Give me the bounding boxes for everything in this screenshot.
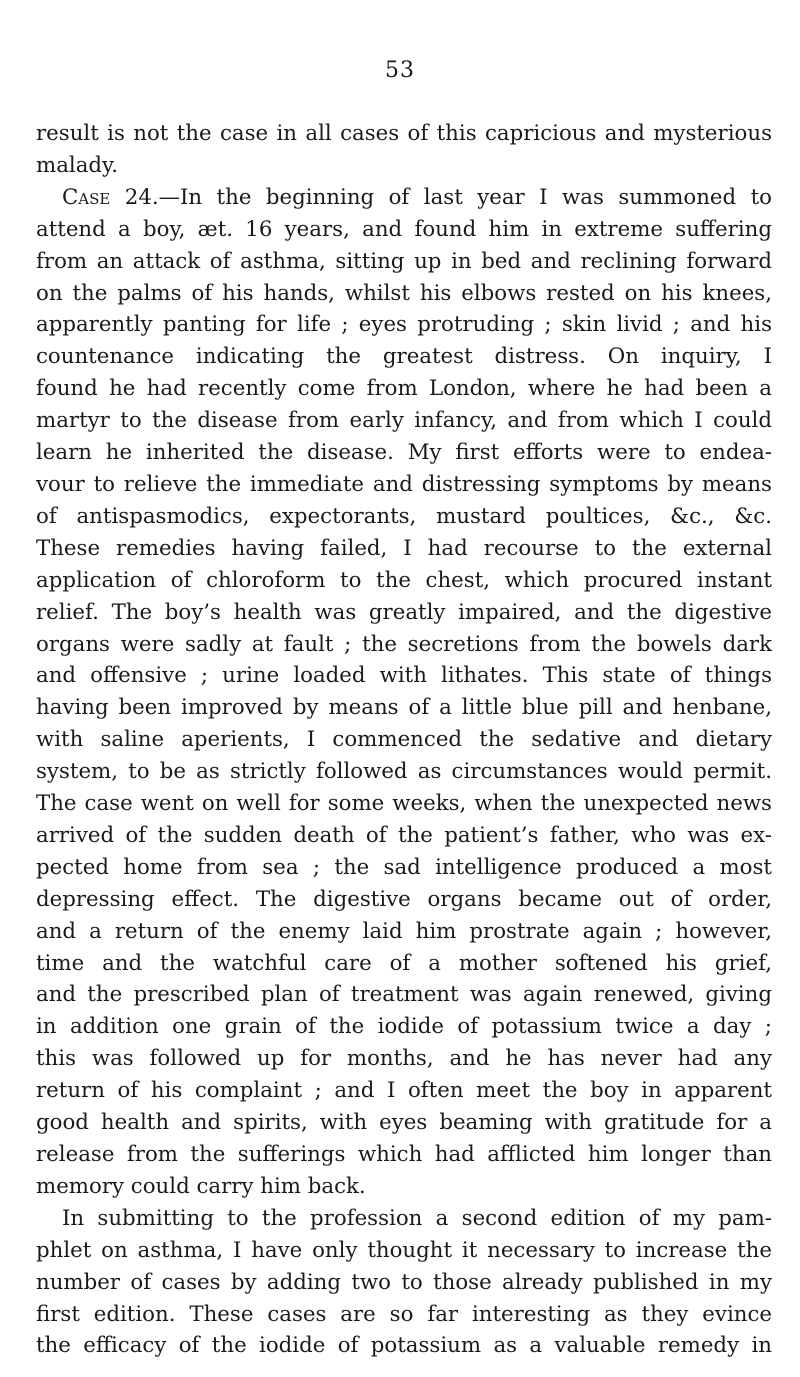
page-number: 53 xyxy=(385,58,415,83)
text-line: phlet on asthma, I have only thought it necessary to increase the xyxy=(36,1237,772,1263)
text-line: in addition one grain of the iodide of potassium twice a day ; xyxy=(36,1014,772,1040)
text-line: These remedies having failed, I had recourse to the external xyxy=(36,535,772,561)
text-line: time and the watchful care of a mother softened his grief, xyxy=(36,950,772,976)
text-line: and offensive ; urine loaded with lithates. This state of things xyxy=(36,663,772,689)
text-line: relief. The boy’s health was greatly impaired, and the digestive xyxy=(36,599,772,625)
text-line: return of his complaint ; and I often meet the boy in apparent xyxy=(36,1078,772,1104)
case-label: Case xyxy=(62,184,111,210)
text-line: learn he inherited the disease. My first efforts were to endea- xyxy=(36,440,772,466)
text-line: this was followed up for months, and he has never had any xyxy=(36,1046,772,1072)
text-line: result is not the case in all cases of this capricious and mysterious xyxy=(36,121,772,146)
text-line: on the palms of his hands, whilst his elbows rested on his knees, xyxy=(36,280,772,306)
text-line: memory could carry him back. xyxy=(36,1173,366,1199)
text-line: martyr to the disease from early infancy, and from which I could xyxy=(36,408,772,434)
text-line-rest: 24.—In the beginning of last year I was summoned to xyxy=(110,184,772,210)
text-line: good health and spirits, with eyes beaming with gratitude for a xyxy=(36,1110,772,1136)
text-line xyxy=(36,182,772,214)
text-line: and the prescribed plan of treatment was again renewed, giving xyxy=(36,982,772,1008)
text-line: of antispasmodics, expectorants, mustard poultices, &c., &c. xyxy=(36,503,772,529)
text-line: with saline aperients, I commenced the sedative and dietary xyxy=(36,727,772,753)
text-line: arrived of the sudden death of the patient’s father, who was ex- xyxy=(36,822,772,848)
text-line: application of chloroform to the chest, which procured instant xyxy=(36,567,772,593)
text-line: countenance indicating the greatest distress. On inquiry, I xyxy=(36,344,772,370)
text-line: number of cases by adding two to those already published in my xyxy=(36,1269,772,1295)
text-line: and a return of the enemy laid him prostrate again ; however, xyxy=(36,918,772,944)
text-line: attend a boy, æt. 16 years, and found him in extreme suffering xyxy=(36,216,772,242)
text-line: found he had recently come from London, where he had been a xyxy=(36,376,772,402)
text-line: the efficacy of the iodide of potassium as a valuable remedy in xyxy=(36,1333,772,1359)
text-line: In submitting to the profession a second edition of my pam- xyxy=(62,1205,772,1231)
text-line: release from the sufferings which had afflicted him longer than xyxy=(36,1142,772,1167)
text-line: vour to relieve the immediate and distressing symptoms by means xyxy=(36,471,772,497)
body-text xyxy=(36,118,772,1362)
text-line: first edition. These cases are so far interesting as they evince xyxy=(36,1301,772,1327)
text-line: pected home from sea ; the sad intelligence produced a most xyxy=(36,854,772,880)
text-line: from an attack of asthma, sitting up in bed and reclining forward xyxy=(36,248,772,274)
text-line: depressing effect. The digestive organs became out of order, xyxy=(36,886,772,912)
text-line: malady. xyxy=(36,152,119,178)
text-line: apparently panting for life ; eyes protruding ; skin livid ; and his xyxy=(36,312,772,338)
text-line: having been improved by means of a little blue pill and henbane, xyxy=(36,695,772,721)
text-line: The case went on well for some weeks, when the unexpected news xyxy=(36,791,772,817)
text-line: system, to be as strictly followed as circumstances would permit. xyxy=(36,759,772,785)
text-line: organs were sadly at fault ; the secretions from the bowels dark xyxy=(36,631,772,657)
